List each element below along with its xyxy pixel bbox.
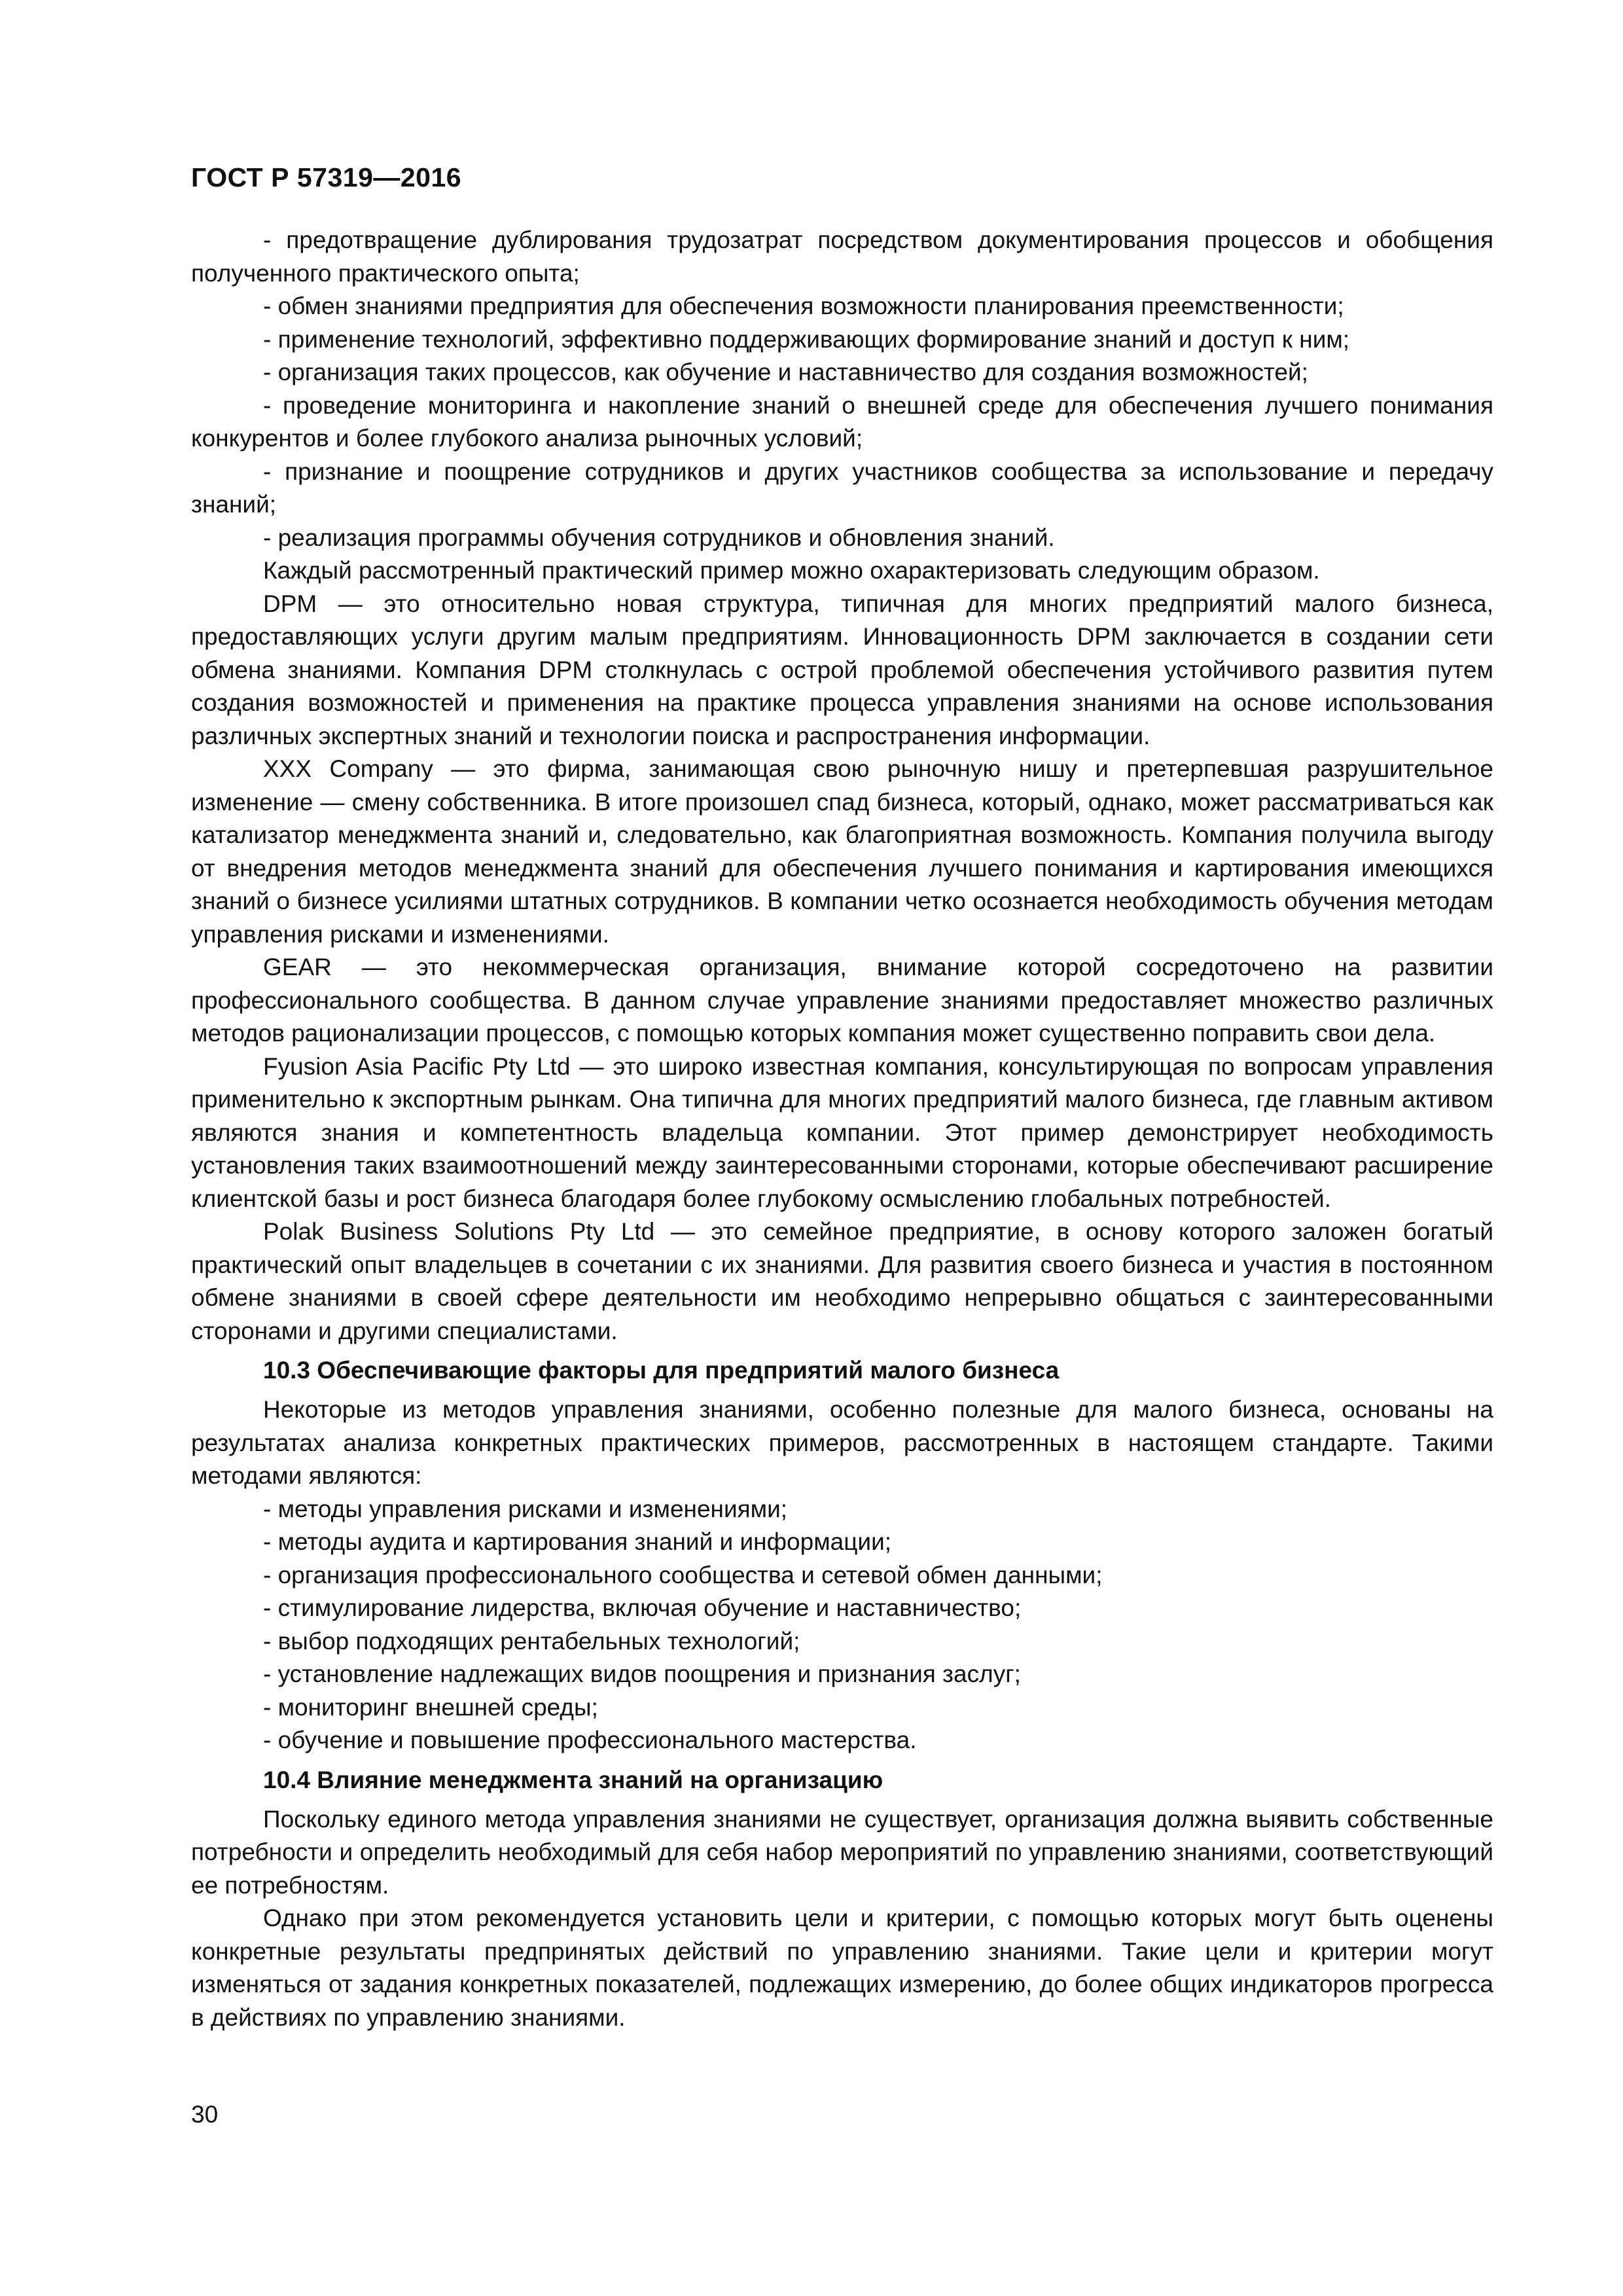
list-item: - выбор подходящих рентабельных технологий; [263,1627,800,1655]
list-item: - обмен знаниями предприятия для обеспечения возможности планирования преемственности; [263,293,1344,319]
list-item: - стимулирование лидерства, включая обучение и наставничество; [263,1594,1022,1621]
case-gear-paragraph: GEAR — это некоммерческая организация, внимание которой сосредоточено на развитии профессионального сообщества. В данном случае управление знаниями предоставляет множество различных методов рационализации процессов, с помощью которых компания может существенно поправить свои дела. [191,954,1493,1047]
list-item: - методы управления рисками и изменениями; [263,1495,788,1522]
list-item: - обучение и повышение профессионального мастерства. [263,1727,917,1753]
list-item: - проведение мониторинга и накопление знаний о внешней среде для обеспечения лучшего понимания конкурентов и более глубокого анализа рыночных условий; [191,391,1493,452]
document-code-header: ГОСТ Р 57319—2016 [191,162,462,192]
cases-intro-paragraph: Каждый рассмотренный практический пример можно охарактеризовать следующим образом. [263,557,1320,584]
case-dpm-paragraph: DPM — это относительно новая структура, типичная для многих предприятий малого бизнеса, предоставляющих услуги другим малым предприятиям. Инновационность DPM заключается в создании сети обмена знаниями. Компания DPM столкнулась с острой проблемой обеспечения устойчивого развития путем создания возможностей и применения на практике процесса управления знаниями на основе использования различных экспертных знаний и технологии поиска и распространения информации. [191,590,1493,749]
section-10-3-heading: 10.3 Обеспечивающие факторы для предприятий малого бизнеса [263,1357,1060,1384]
section-10-4-heading: 10.4 Влияние менеджмента знаний на организацию [263,1766,883,1793]
case-xxx-company-paragraph: XXX Company — это фирма, занимающая свою рыночную нишу и претерпевшая разрушительное изменение — смену собственника. В итоге произошел спад бизнеса, который, однако, может рассматриваться как катализатор менеджмента знаний и, следовательно, как благоприятная возможность. Компания получила выгоду от внедрения методов менеджмента знаний для обеспечения лучшего понимания и картирования имеющихся знаний о бизнесе усилиями штатных сотрудников. В компании четко осознается необходимость обучения методам управления рисками и изменениями. [191,755,1493,948]
list-item: - применение технологий, эффективно поддерживающих формирование знаний и доступ к ним; [263,325,1350,353]
list-item: - установление надлежащих видов поощрения и признания заслуг; [263,1660,1021,1687]
list-item: - организация таких процессов, как обучение и наставничество для создания возможностей; [263,359,1308,386]
page-content [191,224,1493,2034]
section-10-4-paragraph: Поскольку единого метода управления знаниями не существует, организация должна выявить собственные потребности и определить необходимый для себя набор мероприятий по управлению знаниями, соответствующий ее потребностям. [191,1805,1493,1899]
page-number: 30 [191,2101,219,2128]
list-item: - методы аудита и картирования знаний и информации; [263,1528,892,1555]
list-item: - мониторинг внешней среды; [263,1693,598,1721]
list-item: - предотвращение дублирования трудозатрат посредством документирования процессов и обобщения полученного практического опыта; [191,226,1493,287]
case-fyusion-paragraph: Fyusion Asia Pacific Pty Ltd — это широко известная компания, консультирующая по вопросам управления применительно к экспортным рынкам. Она типична для многих предприятий малого бизнеса, где главным активом являются знания и компетентность владельца компании. Этот пример демонстрирует необходимость установления таких взаимоотношений между заинтересованными сторонами, которые обеспечивают расширение клиентской базы и рост бизнеса благодаря более глубокому осмыслению глобальных потребностей. [191,1052,1493,1212]
list-item: - организация профессионального сообщества и сетевой обмен данными; [263,1561,1103,1588]
section-10-3-intro: Некоторые из методов управления знаниями, особенно полезные для малого бизнеса, основаны на результатах анализа конкретных практических примеров, рассмотренных в настоящем стандарте. Такими методами являются: [191,1396,1493,1489]
list-item: - признание и поощрение сотрудников и других участников сообщества за использование и передачу знаний; [191,457,1493,518]
section-10-4-paragraph: Однако при этом рекомендуется установить цели и критерии, с помощью которых могут быть оценены конкретные результаты предпринятых действий по управлению знаниями. Такие цели и критерии могут изменяться от задания конкретных показателей, подлежащих измерению, до более общих индикаторов прогресса в действиях по управлению знаниями. [191,1905,1493,2031]
list-item: - реализация программы обучения сотрудников и обновления знаний. [263,524,1055,551]
case-polak-paragraph: Polak Business Solutions Pty Ltd — это семейное предприятие, в основу которого заложен богатый практический опыт владельцев в сочетании с их знаниями. Для развития своего бизнеса и участия в постоянном обмене знаниями в своей сфере деятельности им необходимо непрерывно общаться с заинтересованными сторонами и другими специалистами. [191,1218,1493,1344]
